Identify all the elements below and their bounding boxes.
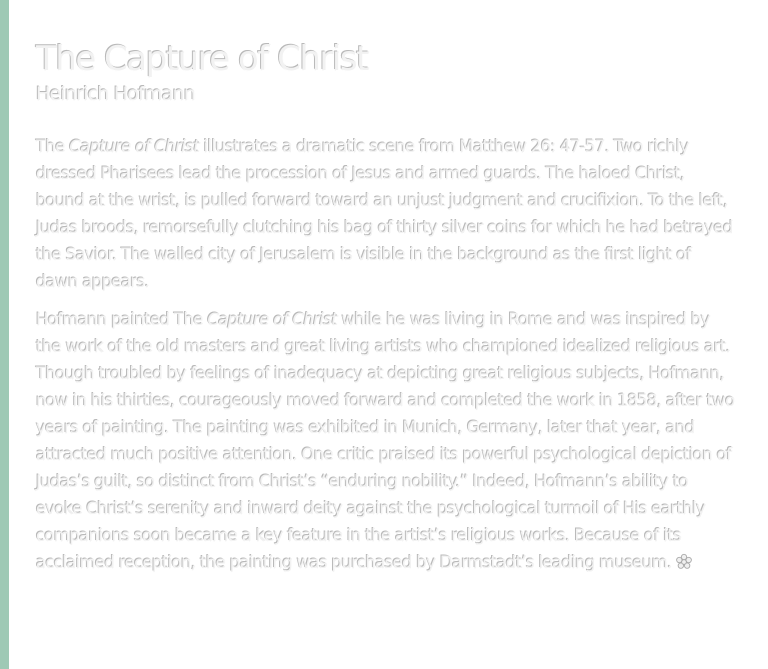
article — [36, 38, 736, 576]
paragraph-1-rest: illustrates a dramatic scene from Matthew 26: 47-57. Two richly dressed Pharisees lead the procession of Jesus and armed guards. The haloed Christ, bound at the wrist, is pulled forward toward an unjust judgment and crucifixion. To the left, Judas broods, remorsefully clutching his bag of thirty silver coins for which he had betrayed the Savior. The walled city of Jerusalem is visible in the background as the first light of dawn appears. — [36, 137, 733, 291]
paragraph-2-lead: Hofmann painted The — [36, 310, 208, 329]
flower-ornament-icon — [675, 553, 693, 571]
author-name: Heinrich Hofmann — [36, 83, 195, 105]
left-accent-bar — [0, 0, 9, 669]
paragraph-1 — [36, 133, 736, 295]
paragraph-2-rest: while he was living in Rome and was inspired by the work of the old masters and great living artists who championed idealized religious art. Though troubled by feelings of inadequacy at depicting great religious subjects, Hofmann, now in his thirties, courageously moved forward and completed the work in 1858, after two years of painting. The painting was exhibited in Munich, Germany, later that year, and attracted much positive attention. One critic praised its powerful psychological depiction of Judas’s guilt, so distinct from Christ’s “enduring nobility.” Indeed, Hofmann’s ability to evoke Christ’s serenity and inward deity against the psychological turmoil of His earthly companions soon became a key feature in the artist’s religious works. Because of its acclaimed reception, the painting was purchased by Darmstadt’s leading museum. — [36, 310, 735, 572]
page-title: The Capture of Christ — [36, 39, 368, 79]
paragraph-1-lead: The — [36, 137, 70, 156]
paragraph-1-title-italic: Capture of Christ — [69, 137, 199, 156]
paragraph-2 — [36, 306, 736, 576]
paragraph-2-title-italic: Capture of Christ — [207, 310, 337, 329]
